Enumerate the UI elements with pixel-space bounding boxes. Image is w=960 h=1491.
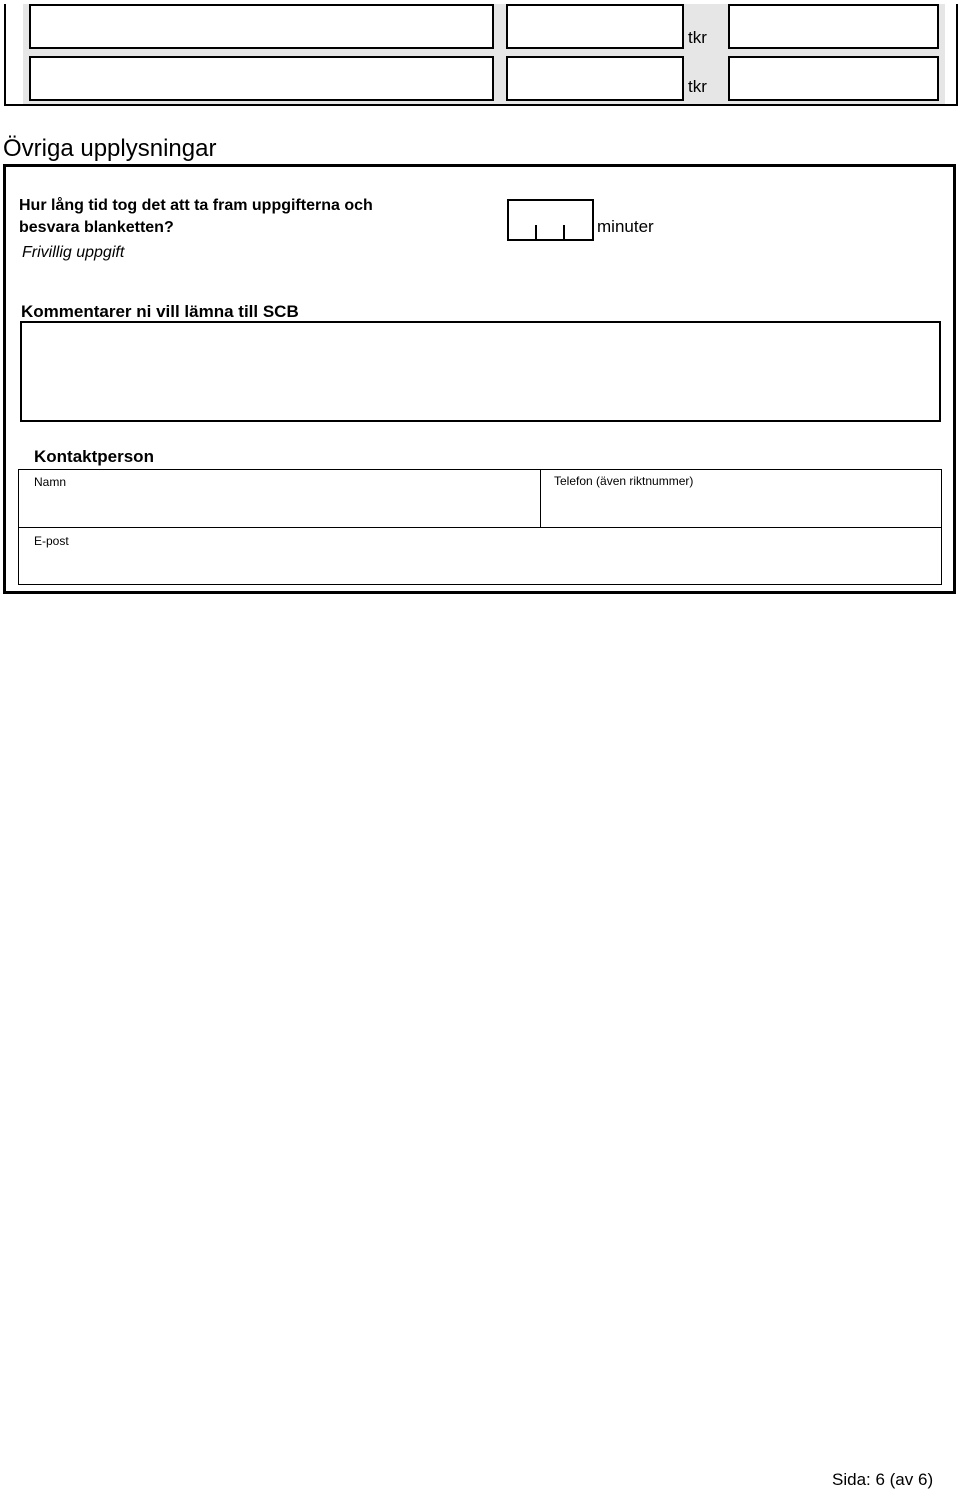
digit-separator — [563, 225, 565, 239]
row1-description-input[interactable] — [29, 4, 494, 49]
contact-email-field[interactable] — [19, 527, 941, 584]
minutes-input[interactable] — [507, 199, 594, 241]
row2-unit-label: tkr — [688, 77, 707, 96]
page-indicator: Sida: 6 (av 6) — [832, 1470, 934, 1489]
contact-email-label: E-post — [34, 534, 69, 548]
row2-amount-input[interactable] — [506, 56, 684, 101]
contact-phone-label: Telefon (även riktnummer) — [554, 474, 694, 488]
minutes-unit-label: minuter — [597, 217, 654, 236]
row1-amount-input[interactable] — [506, 4, 684, 49]
optional-note: Frivillig uppgift — [22, 244, 125, 261]
contact-name-label: Namn — [34, 475, 67, 489]
comments-label: Kommentarer ni vill lämna till SCB — [21, 302, 299, 321]
row2-description-input[interactable] — [29, 56, 494, 101]
row1-unit-label: tkr — [688, 28, 707, 47]
row2-extra-input[interactable] — [728, 56, 939, 101]
digit-separator — [535, 225, 537, 239]
comments-textarea[interactable] — [20, 321, 941, 422]
contact-person-title: Kontaktperson — [34, 447, 154, 466]
section-title: Övriga upplysningar — [3, 135, 217, 162]
row1-extra-input[interactable] — [728, 4, 939, 49]
time-question-text: Hur lång tid tog det att ta fram uppgifterna och besvara blanketten? — [19, 197, 373, 236]
contact-name-field[interactable] — [19, 470, 539, 526]
